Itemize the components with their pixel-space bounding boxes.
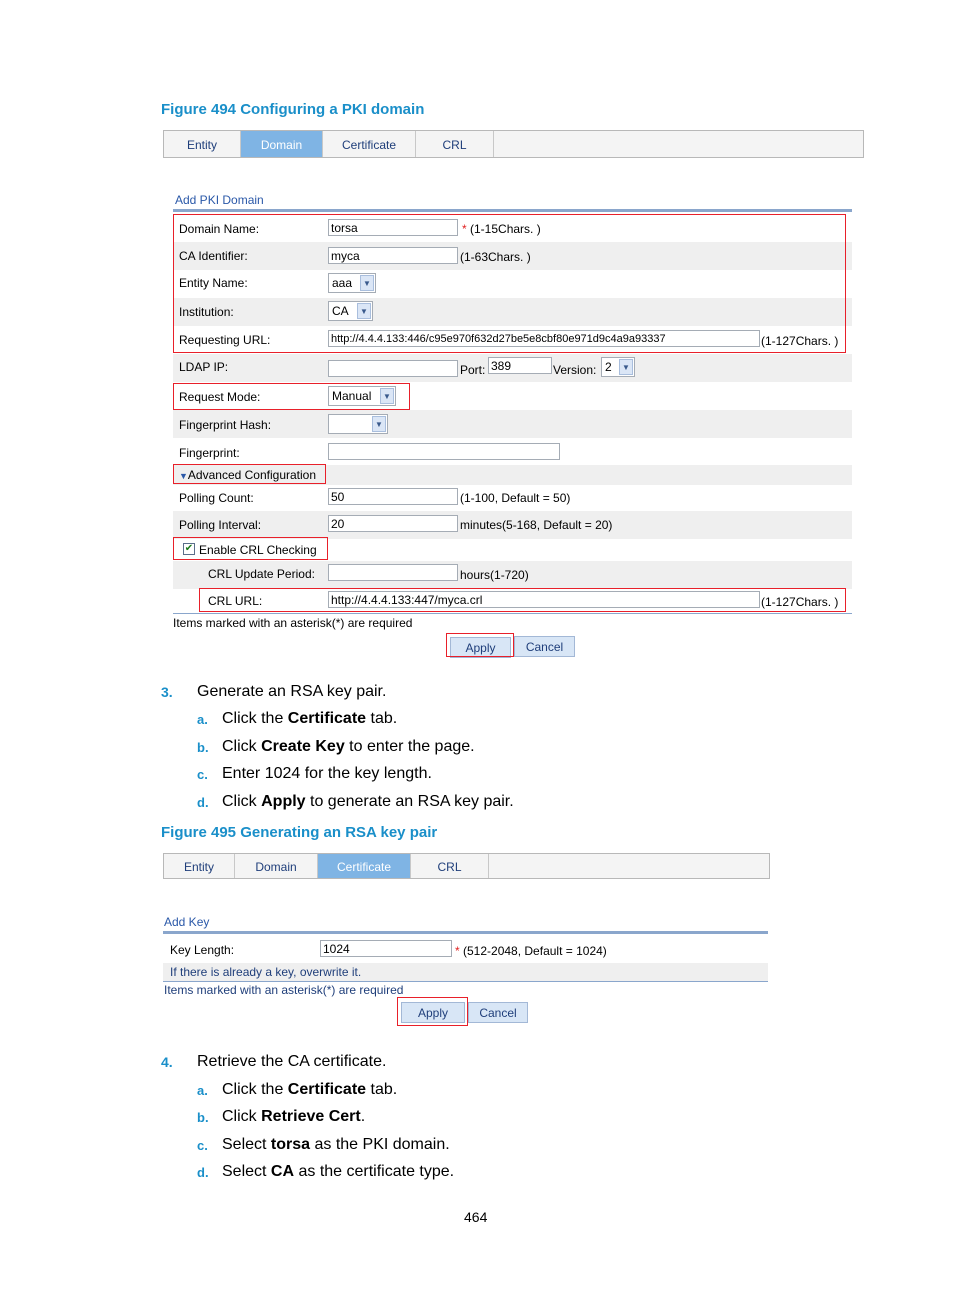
crl-url-hint: (1-127Chars. ) xyxy=(761,595,839,609)
version-value: 2 xyxy=(605,360,612,374)
overwrite-row xyxy=(163,963,768,981)
ca-identifier-hint: (1-63Chars. ) xyxy=(460,250,531,264)
crl-update-period-row xyxy=(173,561,852,589)
highlight-box xyxy=(173,537,328,560)
sub-step-letter: b. xyxy=(197,740,209,755)
fingerprint-hash-select[interactable] xyxy=(328,414,388,434)
chevron-down-icon[interactable]: ▼ xyxy=(372,416,386,432)
step-number: 3. xyxy=(161,684,173,700)
tab-bar xyxy=(163,853,770,879)
step-text: Generate an RSA key pair. xyxy=(197,683,387,700)
fingerprint-label: Fingerprint: xyxy=(179,446,240,460)
panel-divider xyxy=(163,931,768,934)
sub-step-letter: a. xyxy=(197,1083,208,1098)
request-mode-value: Manual xyxy=(332,389,372,403)
chevron-down-icon[interactable]: ▼ xyxy=(360,275,374,291)
polling-count-row xyxy=(173,485,852,513)
sub-step-text: Click Retrieve Cert. xyxy=(222,1108,366,1125)
sub-step-text: Click the Certificate tab. xyxy=(222,710,398,727)
sub-step-text: Click the Certificate tab. xyxy=(222,1081,398,1098)
panel-title: Add Key xyxy=(164,915,210,929)
crl-url-label: CRL URL: xyxy=(208,594,263,608)
triangle-down-icon: ▼ xyxy=(179,471,188,481)
required-star: * xyxy=(462,222,467,236)
polling-interval-input[interactable]: 20 xyxy=(328,515,458,532)
crl-update-period-input[interactable] xyxy=(328,564,458,581)
tab-certificate[interactable]: Certificate xyxy=(323,131,416,157)
ldap-ip-label: LDAP IP: xyxy=(179,360,229,374)
overwrite-note: If there is already a key, overwrite it. xyxy=(170,965,362,979)
crl-update-period-hint: hours(1-720) xyxy=(460,568,529,582)
sub-step-text: Select CA as the certificate type. xyxy=(222,1163,455,1180)
sub-step-text: Select torsa as the PKI domain. xyxy=(222,1136,450,1153)
fingerprint-hash-label: Fingerprint Hash: xyxy=(179,418,272,432)
cancel-button[interactable]: Cancel xyxy=(514,636,575,657)
apply-button[interactable]: Apply xyxy=(401,1002,465,1023)
page-number: 464 xyxy=(464,1209,488,1225)
polling-count-input[interactable]: 50 xyxy=(328,488,458,505)
institution-value: CA xyxy=(332,304,349,318)
panel-bottom-divider xyxy=(163,981,768,982)
highlight-box xyxy=(173,383,410,410)
panel-bottom-divider xyxy=(173,613,852,614)
fingerprint-row xyxy=(173,438,852,466)
chevron-down-icon[interactable]: ▼ xyxy=(357,303,371,319)
ca-identifier-label: CA Identifier: xyxy=(179,249,248,263)
port-label: Port: xyxy=(460,363,486,377)
tab-entity[interactable]: Entity xyxy=(164,854,235,878)
domain-name-hint-text: (1-15Chars. ) xyxy=(470,222,541,236)
crl-update-period-label: CRL Update Period: xyxy=(208,567,315,581)
chevron-down-icon[interactable]: ▼ xyxy=(619,359,633,375)
tab-domain[interactable]: Domain xyxy=(235,854,318,878)
sub-step-letter: a. xyxy=(197,712,208,727)
apply-button[interactable]: Apply xyxy=(450,637,511,658)
polling-interval-hint: minutes(5-168, Default = 20) xyxy=(460,518,613,532)
highlight-box xyxy=(446,633,514,657)
tab-crl[interactable]: CRL xyxy=(411,854,489,878)
port-input[interactable]: 389 xyxy=(488,357,552,374)
highlight-box xyxy=(199,588,846,612)
entity-name-value: aaa xyxy=(332,276,353,290)
required-note: Items marked with an asterisk(*) are required xyxy=(173,616,413,630)
polling-interval-row xyxy=(173,511,852,539)
sub-step-text: Click Apply to generate an RSA key pair. xyxy=(222,793,514,810)
version-select[interactable] xyxy=(601,357,635,377)
crl-url-input[interactable]: http://4.4.4.133:447/myca.crl xyxy=(328,591,760,608)
tab-entity[interactable]: Entity xyxy=(164,131,241,157)
requesting-url-input[interactable]: http://4.4.4.133:446/c95e970f632d27be5e8cbf80e971d9c4a9a93337 xyxy=(328,330,760,347)
panel-divider xyxy=(173,209,852,212)
tab-certificate[interactable]: Certificate xyxy=(318,854,411,878)
tab-domain[interactable]: Domain xyxy=(241,131,323,157)
key-length-hint xyxy=(455,944,607,958)
sub-step-text: Click Create Key to enter the page. xyxy=(222,738,475,755)
institution-label: Institution: xyxy=(179,305,234,319)
figure-495-caption: Figure 495 Generating an RSA key pair xyxy=(161,824,438,841)
key-length-hint-text: (512-2048, Default = 1024) xyxy=(463,944,607,958)
key-length-label: Key Length: xyxy=(170,943,235,957)
domain-name-label: Domain Name: xyxy=(179,222,260,236)
figure-494-caption: Figure 494 Configuring a PKI domain xyxy=(161,101,425,118)
panel-title: Add PKI Domain xyxy=(175,193,264,207)
request-mode-label: Request Mode: xyxy=(179,390,261,404)
crl-checking-label: Enable CRL Checking xyxy=(199,543,317,557)
key-length-input[interactable]: 1024 xyxy=(320,940,452,957)
cancel-button[interactable]: Cancel xyxy=(468,1002,528,1023)
sub-step-letter: c. xyxy=(197,1138,208,1153)
sub-step-letter: d. xyxy=(197,1165,209,1180)
highlight-box xyxy=(173,464,326,484)
ca-identifier-input[interactable]: myca xyxy=(328,247,458,264)
requesting-url-hint: (1-127Chars. ) xyxy=(761,334,839,348)
version-label: Version: xyxy=(553,363,597,377)
chevron-down-icon[interactable]: ▼ xyxy=(380,388,394,404)
tab-bar xyxy=(163,130,864,158)
sub-step-letter: b. xyxy=(197,1110,209,1125)
highlight-box xyxy=(397,997,468,1026)
polling-interval-label: Polling Interval: xyxy=(179,518,262,532)
required-star: * xyxy=(455,944,460,958)
sub-step-letter: d. xyxy=(197,795,209,810)
fingerprint-input[interactable] xyxy=(328,443,560,460)
ldap-row xyxy=(173,354,852,382)
ldap-ip-input[interactable] xyxy=(328,360,458,377)
step-text: Retrieve the CA certificate. xyxy=(197,1053,387,1070)
polling-count-label: Polling Count: xyxy=(179,491,254,505)
requesting-url-label: Requesting URL: xyxy=(179,333,271,347)
sub-step-text: Enter 1024 for the key length. xyxy=(222,765,432,782)
highlight-box xyxy=(173,214,846,353)
fingerprint-hash-row xyxy=(173,410,852,438)
step-number: 4. xyxy=(161,1054,173,1070)
tab-crl[interactable]: CRL xyxy=(416,131,494,157)
polling-count-hint: (1-100, Default = 50) xyxy=(460,491,571,505)
key-length-row xyxy=(163,936,768,963)
crl-checking-checkbox[interactable]: ✔ xyxy=(184,543,194,554)
sub-step-letter: c. xyxy=(197,767,208,782)
advanced-config-label: Advanced Configuration xyxy=(187,468,317,482)
required-note: Items marked with an asterisk(*) are required xyxy=(164,983,404,997)
domain-name-input[interactable]: torsa xyxy=(328,219,458,236)
entity-name-label: Entity Name: xyxy=(179,276,248,290)
